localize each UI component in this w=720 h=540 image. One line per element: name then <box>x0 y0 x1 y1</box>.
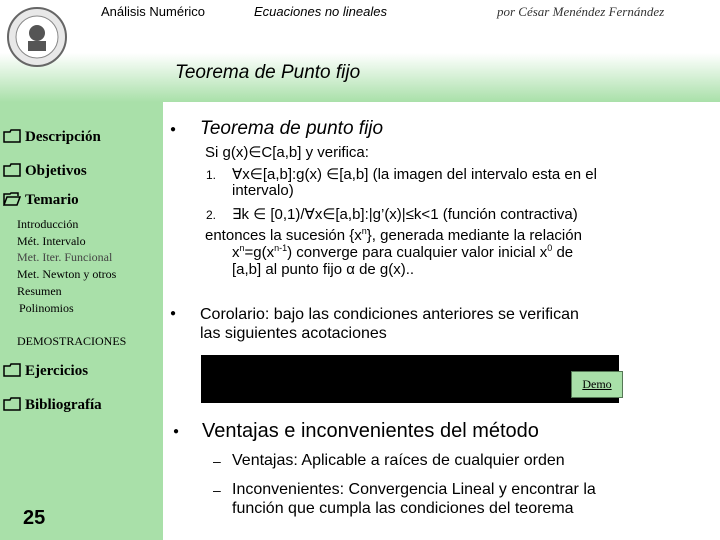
folder-icon <box>3 363 21 377</box>
subitem-polinomios[interactable]: Polinomios <box>19 301 74 315</box>
author: por César Menéndez Fernández <box>497 4 665 19</box>
page-number: 25 <box>23 507 46 529</box>
nav-temario[interactable] <box>3 192 79 209</box>
conclusion-line1: entonces la sucesión $\{x^n\}$, generada mediante la relación <box>205 226 582 244</box>
ventajas-title: Ventajas e inconvenientes del método <box>202 420 539 442</box>
theorem-intro: Si g(x)∈C[a,b] y verifica: <box>205 144 369 161</box>
nav-bibliografia-label: Bibliografía <box>25 397 102 413</box>
university-logo <box>6 6 68 68</box>
cond2-text: ∃k ∈ [0,1)/∀x∈[a,b]:|g’(x)|≤k<1 (función contractiva) <box>232 206 578 223</box>
bullet-icon: ● <box>170 124 177 135</box>
corolario-line2: las siguientes acotaciones <box>200 325 387 342</box>
corolario-line1: Corolario: bajo las condiciones anteriores se verifican <box>200 306 579 323</box>
conclusion-line3: [a,b] al punto fijo α de g(x).. <box>232 261 415 278</box>
cond2-number: 2. <box>206 208 217 222</box>
open-folder-icon <box>3 192 21 206</box>
subitem-introduccion[interactable]: Introducción <box>17 217 79 231</box>
bullet-icon: ● <box>170 308 177 319</box>
conclusion-line2: $x^n=g(x^{n-1})$ converge para cualquier valor inicial $x^0$ de <box>232 243 574 261</box>
subitem-met-intervalo[interactable]: Mét. Intervalo <box>17 234 86 248</box>
theorem-title: Teorema de punto fijo <box>200 118 384 139</box>
nav-objetivos-label: Objetivos <box>25 163 87 179</box>
nav-temario-label: Temario <box>25 192 79 208</box>
nav-ejercicios[interactable] <box>3 363 88 380</box>
cond1-line1: ∀x∈[a,b]:g(x) ∈[a,b] (la imagen del intervalo esta en el <box>232 166 597 183</box>
formula-image <box>201 355 619 403</box>
bullet-icon: ● <box>173 426 180 437</box>
dash-icon: – <box>213 482 221 498</box>
cond1-number: 1. <box>206 168 217 182</box>
topic-title: Ecuaciones no lineales <box>254 4 387 19</box>
dash-icon: – <box>213 453 221 469</box>
folder-icon <box>3 397 21 411</box>
inconvenientes-line1: Inconvenientes: Convergencia Lineal y encontrar la <box>232 481 596 498</box>
folder-icon <box>3 129 21 143</box>
nav-descripcion[interactable] <box>3 129 101 146</box>
subitem-resumen[interactable]: Resumen <box>17 284 62 298</box>
subitem-met-newton[interactable]: Met. Newton y otros <box>17 267 117 281</box>
nav-bibliografia[interactable] <box>3 397 102 414</box>
nav-descripcion-label: Descripción <box>25 129 101 145</box>
nav-objetivos[interactable] <box>3 163 87 180</box>
nav-demostraciones[interactable]: DEMOSTRACIONES <box>17 334 127 348</box>
ventajas-text: Ventajas: Aplicable a raíces de cualquier orden <box>232 452 565 469</box>
cond1-line2: intervalo) <box>232 182 294 199</box>
inconvenientes-line2: función que cumpla las condiciones del teorema <box>232 500 574 517</box>
course-title: Análisis Numérico <box>101 4 206 19</box>
subitem-met-iter-funcional[interactable]: Met. Iter. Funcional <box>17 250 113 264</box>
nav-ejercicios-label: Ejercicios <box>25 363 89 379</box>
folder-icon <box>3 163 21 177</box>
slide-title: Teorema de Punto fijo <box>175 62 361 83</box>
demo-button[interactable]: Demo <box>571 371 623 398</box>
